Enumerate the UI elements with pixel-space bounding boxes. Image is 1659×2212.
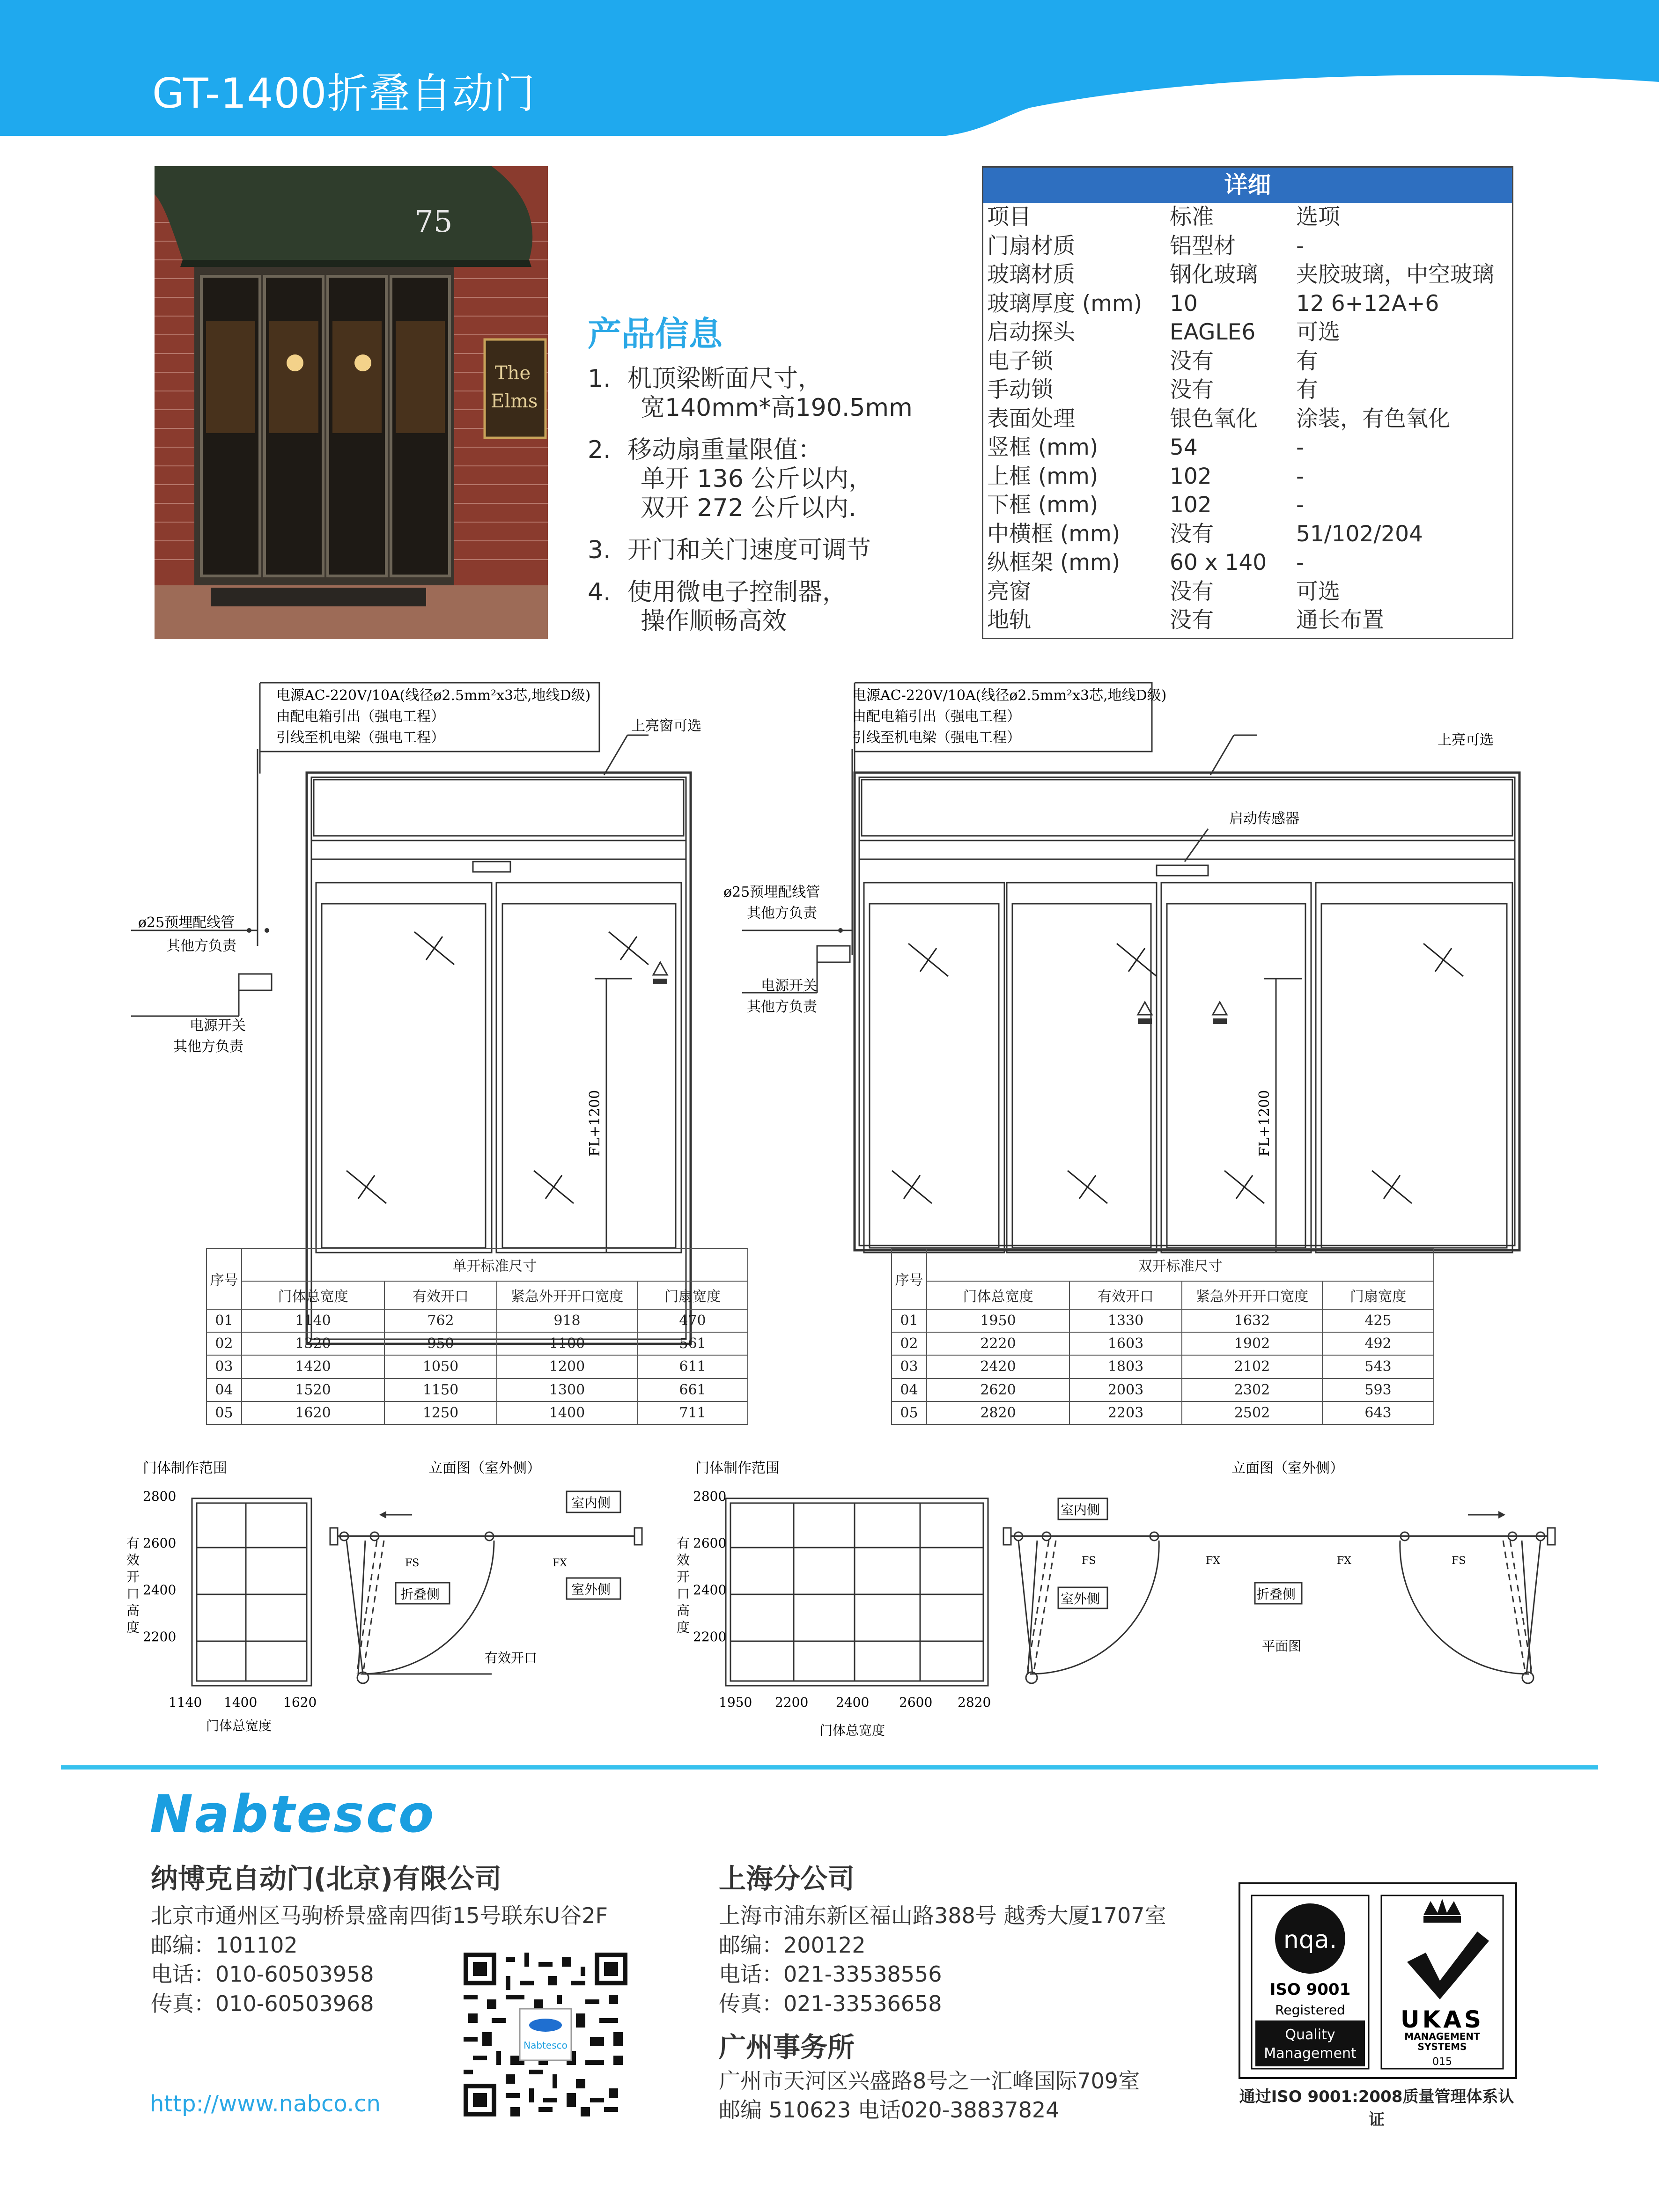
power-note-line-3: 引线至机电梁（强电工程） [852, 730, 1021, 746]
ukas-sub-label-2: SYSTEMS [1417, 2041, 1467, 2052]
table-title: 单开标准尺寸 [242, 1248, 748, 1281]
table-header: 有效开口 [384, 1281, 497, 1309]
qr-badge-text: Nabtesco [524, 2040, 568, 2051]
spec-table-title: 详细 [983, 168, 1512, 203]
registered-label: Registered [1275, 2002, 1345, 2018]
shanghai-phone: 电话：021-33538556 [719, 1961, 942, 1987]
opening-label: 有效开口 [485, 1650, 538, 1666]
double-range-diagram [674, 1454, 993, 1749]
double-door-elevation [723, 674, 1543, 1236]
y-tick: 2200 [693, 1629, 727, 1644]
certification-caption: 通过ISO 9001:2008质量管理体系认证 [1239, 2087, 1514, 2129]
plan-title: 立面图（室外侧） [428, 1460, 541, 1476]
product-photo [155, 166, 548, 639]
y-tick: 2200 [143, 1629, 177, 1644]
list-item: 4. 使用微电子控制器， 操作顺畅高效 [588, 578, 847, 635]
ukas-label: UKAS [1400, 2006, 1484, 2033]
fx-label: FX [1337, 1555, 1351, 1567]
double-size-table [891, 1248, 1434, 1425]
table-row: 纵框架 (mm) 60 x 140 - [987, 550, 1304, 575]
x-tick: 1400 [224, 1695, 258, 1710]
list-item: 3. 开门和关门速度可调节 [588, 536, 871, 564]
indoor-label: 室内侧 [571, 1495, 611, 1511]
x-tick: 2200 [775, 1695, 809, 1710]
y-tick: 2400 [693, 1582, 727, 1598]
single-size-table [206, 1248, 748, 1425]
table-header: 紧急外开开口宽度 [1182, 1281, 1322, 1309]
range-title: 门体制作范围 [695, 1460, 780, 1476]
table-title: 双开标准尺寸 [927, 1248, 1434, 1281]
y-title-char: 度 [677, 1620, 690, 1635]
table-header: 门体总宽度 [242, 1281, 384, 1309]
page-header [0, 0, 1659, 136]
table-row: 启动探头 EAGLE6 可选 [987, 319, 1340, 345]
x-title: 门体总宽度 [819, 1723, 885, 1738]
height-dim-label: FL+1200 [587, 1090, 603, 1157]
single-door-elevation [131, 674, 749, 1236]
crown-icon [1423, 1899, 1461, 1915]
checkmark-icon [1407, 1932, 1489, 1999]
y-title-char: 高 [677, 1603, 690, 1618]
table-row: 01 1140 762 918 470 [206, 1309, 748, 1332]
table-row: 上框 (mm) 102 - [987, 463, 1304, 489]
table-row: 03 2420 1803 2102 543 [892, 1355, 1434, 1378]
beijing-fax: 传真：010-60503968 [151, 1991, 374, 2016]
awning-number: 75 [414, 205, 453, 239]
power-note-line-3: 引线至机电梁（强电工程） [276, 730, 445, 746]
y-title-char: 开 [677, 1569, 690, 1585]
double-plan-diagram [1000, 1454, 1571, 1749]
power-switch-label: 电源开关 [761, 978, 817, 994]
x-tick: 2400 [836, 1695, 870, 1710]
x-title: 门体总宽度 [206, 1718, 272, 1733]
outdoor-label: 室外侧 [571, 1582, 611, 1597]
single-plan-diagram [318, 1454, 665, 1749]
table-row: 亮窗 没有 可选 [987, 578, 1340, 605]
iso-label: ISO 9001 [1269, 1980, 1351, 1999]
y-tick: 2600 [143, 1535, 177, 1551]
y-title-char: 有 [126, 1535, 140, 1551]
table-row: 05 1620 1250 1400 711 [206, 1401, 748, 1424]
website-link[interactable]: http://www.nabco.cn [150, 2091, 381, 2117]
y-title-char: 度 [126, 1620, 140, 1635]
y-tick: 2800 [693, 1489, 727, 1504]
conduit-label: ø25预埋配线管 [723, 884, 820, 900]
transom-label: 上亮窗可选 [631, 718, 701, 734]
guangzhou-postcode-phone: 邮编 510623 电话020-38837824 [719, 2097, 1060, 2123]
sign-line-1: The [495, 362, 531, 384]
guangzhou-office-name: 广州事务所 [719, 2031, 855, 2063]
power-switch-sub-label: 其他方负责 [173, 1039, 243, 1055]
table-header: 紧急外开开口宽度 [497, 1281, 637, 1309]
conduit-label: ø25预埋配线管 [138, 914, 235, 931]
table-row: 门扇材质 铝型材 - [987, 233, 1304, 259]
shanghai-address: 上海市浦东新区福山路388号 越秀大厦1707室 [719, 1903, 1166, 1928]
shanghai-fax: 传真：021-33536658 [719, 1991, 942, 2016]
table-header: 门体总宽度 [927, 1281, 1069, 1309]
conduit-sub-label: 其他方负责 [747, 905, 817, 922]
ukas-sub-label-1: MANAGEMENT [1404, 2031, 1480, 2042]
outdoor-label: 室外侧 [1061, 1591, 1100, 1607]
plan-title: 立面图（室外侧） [1231, 1460, 1344, 1476]
table-row: 03 1420 1050 1200 611 [206, 1355, 748, 1378]
power-switch-label: 电源开关 [190, 1018, 246, 1034]
height-dim-label: FL+1200 [1256, 1090, 1273, 1157]
certification-badges [1239, 1882, 1517, 2079]
company-logo: Nabtesco [150, 1784, 436, 1844]
range-title: 门体制作范围 [143, 1460, 227, 1476]
qr-code [464, 1953, 627, 2116]
guangzhou-address: 广州市天河区兴盛路8号之一汇峰国际709室 [719, 2068, 1140, 2094]
x-tick: 1140 [169, 1695, 202, 1710]
x-tick: 1950 [719, 1695, 752, 1710]
single-range-diagram [122, 1454, 337, 1749]
table-row: 项目 标准 选项 [987, 204, 1340, 230]
beijing-address: 北京市通州区马驹桥景盛南四街15号联东U谷2F [151, 1903, 608, 1928]
beijing-postcode: 邮编：101102 [151, 1932, 298, 1958]
fx-label: FX [553, 1557, 567, 1569]
table-header: 门扇宽度 [1322, 1281, 1434, 1309]
beijing-phone: 电话：010-60503958 [151, 1961, 374, 1987]
y-title-char: 开 [126, 1569, 140, 1585]
y-title-char: 效 [677, 1552, 690, 1568]
y-title-char: 口 [677, 1586, 690, 1601]
quality-label: Quality [1285, 2027, 1335, 2043]
table-row: 地轨 没有 通长布置 [987, 607, 1384, 633]
shanghai-postcode: 邮编：200122 [719, 1932, 866, 1958]
nqa-logo-text: nqa. [1283, 1926, 1337, 1954]
table-row: 竖框 (mm) 54 - [987, 435, 1304, 460]
power-switch-sub-label: 其他方负责 [747, 999, 817, 1015]
shanghai-office-name: 上海分公司 [719, 1863, 855, 1895]
table-row: 01 1950 1330 1632 425 [892, 1309, 1434, 1332]
plan-view-label: 平面图 [1262, 1638, 1302, 1654]
fx-label: FX [1206, 1555, 1220, 1567]
y-title-char: 口 [126, 1586, 140, 1601]
power-note-line-2: 由配电箱引出（强电工程） [276, 708, 445, 725]
x-tick: 2820 [958, 1695, 991, 1710]
product-info-list [588, 364, 1000, 649]
table-row: 02 1320 950 1100 561 [206, 1332, 748, 1355]
y-tick: 2400 [143, 1582, 177, 1598]
management-label: Management [1264, 2045, 1357, 2062]
table-row: 04 1520 1150 1300 661 [206, 1379, 748, 1401]
list-item: 2. 移动扇重量限值： 单开 136 公斤以内， 双开 272 公斤以内. [588, 436, 873, 522]
page-title: GT-1400折叠自动门 [152, 69, 536, 118]
sign-line-2: Elms [491, 391, 538, 412]
transom-label: 上亮可选 [1438, 732, 1494, 748]
y-title-char: 有 [677, 1535, 690, 1551]
table-row: 下框 (mm) 102 - [987, 492, 1304, 518]
table-row: 玻璃厚度 (mm) 10 12 6+12A+6 [987, 290, 1439, 317]
table-header: 序号 [892, 1248, 927, 1309]
table-header: 序号 [206, 1248, 242, 1309]
fs-label: FS [1452, 1555, 1466, 1567]
table-row: 电子锁 没有 有 [987, 348, 1318, 374]
table-row: 04 2620 2003 2302 593 [892, 1379, 1434, 1401]
power-note-line-1: 电源AC-220V/10A(线径ø2.5mm²x3芯,地线D级) [276, 687, 591, 704]
fold-side-label: 折叠侧 [1256, 1586, 1296, 1602]
indoor-label: 室内侧 [1061, 1502, 1100, 1518]
table-header: 有效开口 [1069, 1281, 1182, 1309]
product-info-heading: 产品信息 [588, 314, 723, 354]
fs-label: FS [405, 1557, 420, 1569]
table-row: 手动锁 没有 有 [987, 377, 1318, 403]
table-row: 02 2220 1603 1902 492 [892, 1332, 1434, 1355]
table-row: 玻璃材质 钢化玻璃 夹胶玻璃，中空玻璃 [987, 262, 1494, 288]
table-row: 表面处理 银色氧化 涂装，有色氧化 [987, 406, 1450, 432]
sensor-label: 启动传感器 [1229, 811, 1299, 827]
x-tick: 1620 [283, 1695, 317, 1710]
beijing-company-name: 纳博克自动门(北京)有限公司 [151, 1863, 502, 1895]
y-tick: 2800 [143, 1489, 177, 1504]
power-note-line-1: 电源AC-220V/10A(线径ø2.5mm²x3芯,地线D级) [852, 687, 1167, 704]
conduit-sub-label: 其他方负责 [166, 938, 236, 954]
y-title-char: 高 [126, 1603, 140, 1618]
ukas-number: 015 [1432, 2056, 1452, 2068]
x-tick: 2600 [899, 1695, 933, 1710]
table-header: 门扇宽度 [637, 1281, 748, 1309]
table-row: 05 2820 2203 2502 643 [892, 1401, 1434, 1424]
table-row: 中横框 (mm) 没有 51/102/204 [987, 521, 1423, 547]
spec-table [982, 166, 1513, 639]
footer-divider [61, 1765, 1598, 1770]
fs-label: FS [1082, 1555, 1096, 1567]
fold-side-label: 折叠侧 [400, 1586, 440, 1602]
list-item: 1. 机顶梁断面尺寸， 宽140mm*高190.5mm [588, 365, 913, 422]
y-tick: 2600 [693, 1535, 727, 1551]
power-note-line-2: 由配电箱引出（强电工程） [852, 708, 1021, 725]
y-title-char: 效 [126, 1552, 140, 1568]
